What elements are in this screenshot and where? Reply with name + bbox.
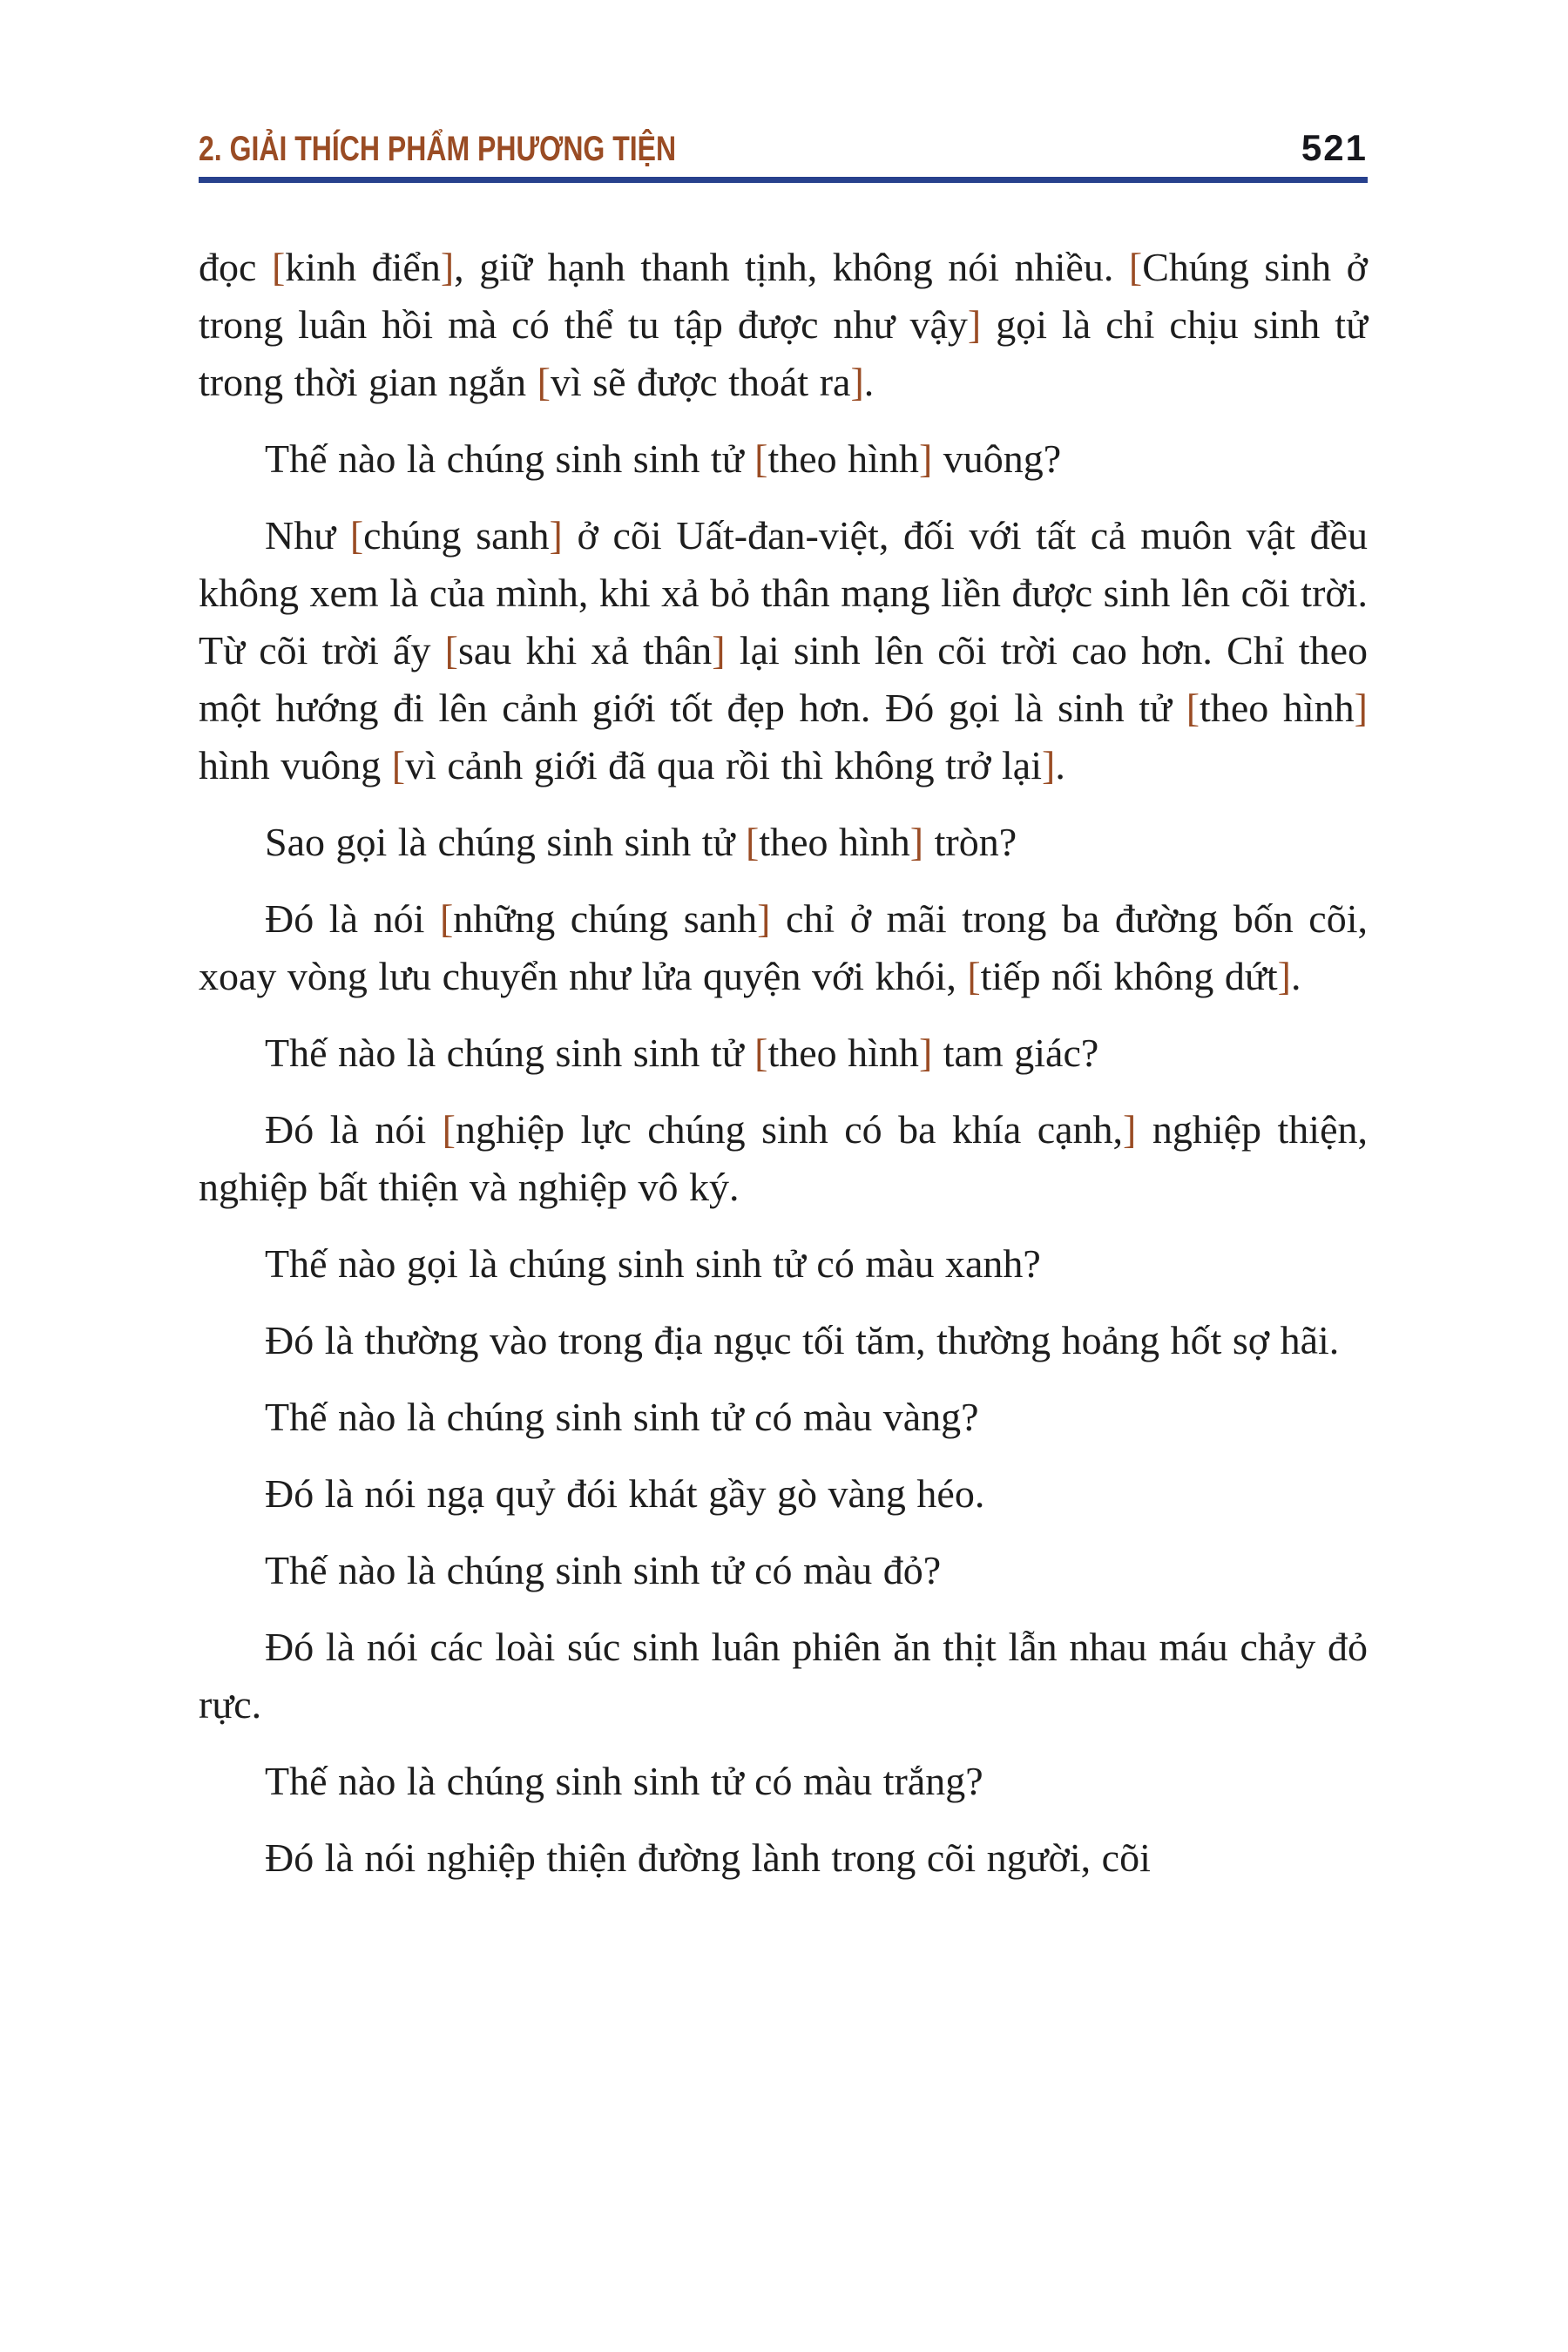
- text-run: Chúng sinh ở trong luân hồi mà có thể tu tập được như vậy: [199, 245, 1368, 347]
- bracket-mark: ]: [1354, 686, 1368, 730]
- text-run: Thế nào là chúng sinh sinh tử có màu đỏ?: [265, 1548, 942, 1592]
- text-run: Đó là nói: [265, 1107, 443, 1152]
- header-rule: [199, 177, 1368, 183]
- text-run: Thế nào là chúng sinh sinh tử có màu vàng?: [265, 1395, 979, 1439]
- text-run: chỉ ở mãi trong ba đường bốn cõi, xoay vòng lưu chuyển như lửa quyện với khói,: [199, 896, 1368, 998]
- paragraph: [199, 1619, 1368, 1734]
- chapter-title: 2. GIẢI THÍCH PHẨM PHƯƠNG TIỆN: [199, 130, 677, 168]
- text-run: gọi là chỉ chịu sinh tử trong thời gian ngắn: [199, 302, 1369, 404]
- bracket-mark: ]: [918, 436, 933, 481]
- text-run: Đó là nói: [265, 896, 440, 941]
- text-run: Đó là nói ngạ quỷ đói khát gầy gò vàng héo.: [265, 1471, 985, 1516]
- paragraph: [199, 1753, 1368, 1810]
- bracket-mark: [: [391, 743, 406, 787]
- text-run: Thế nào là chúng sinh sinh tử có màu trắng?: [265, 1759, 983, 1803]
- bracket-mark: ]: [967, 302, 982, 347]
- bracket-mark: [: [745, 820, 760, 864]
- text-run: .: [863, 360, 875, 404]
- text-run: theo hình: [767, 1031, 919, 1075]
- bracket-mark: [: [537, 360, 551, 404]
- bracket-mark: [: [1128, 245, 1143, 289]
- bracket-mark: ]: [712, 628, 726, 672]
- text-run: hình vuông: [199, 743, 392, 787]
- bracket-mark: [: [754, 1031, 768, 1075]
- text-run: lại sinh lên cõi trời cao hơn. Chỉ theo một hướng đi lên cảnh giới tốt đẹp hơn. Đó gọi là sinh tử: [199, 628, 1368, 730]
- paragraph: [199, 1235, 1368, 1293]
- text-run: , giữ hạnh thanh tịnh, không nói nhiều.: [454, 245, 1129, 289]
- text-run: nghiệp lực chúng sinh có ba khía cạnh,: [455, 1107, 1124, 1152]
- bracket-mark: [: [967, 954, 981, 998]
- bracket-mark: ]: [1277, 954, 1291, 998]
- bracket-mark: ]: [850, 360, 864, 404]
- paragraph: [199, 239, 1368, 411]
- text-run: kinh điển: [285, 245, 441, 289]
- text-run: ở cõi Uất-đan-việt, đối với tất cả muôn vật đều không xem là của mình, khi xả bỏ thân mạng liền được sinh lên cõi trời. Từ cõi trời ấy: [199, 513, 1368, 672]
- bracket-mark: [: [1186, 686, 1200, 730]
- text-run: Đó là nói nghiệp thiện đường lành trong cõi người, cõi: [265, 1835, 1151, 1880]
- text-run: theo hình: [767, 436, 919, 481]
- text-run: .: [1055, 743, 1065, 787]
- paragraph: [199, 1542, 1368, 1599]
- bracket-mark: [: [754, 436, 768, 481]
- paragraph: [199, 1312, 1368, 1369]
- text-run: vì cảnh giới đã qua rồi thì không trở lại: [405, 743, 1043, 787]
- page-header: [199, 129, 1368, 183]
- text-run: nghiệp thiện, nghiệp bất thiện và nghiệp vô ký.: [199, 1107, 1368, 1209]
- bracket-mark: ]: [549, 513, 563, 558]
- text-run: Như: [265, 513, 350, 558]
- paragraph: [199, 1389, 1368, 1446]
- text-run: Thế nào là chúng sinh sinh tử: [265, 1031, 755, 1075]
- text-run: sau khi xả thân: [457, 628, 713, 672]
- bracket-mark: ]: [909, 820, 924, 864]
- text-run: theo hình: [759, 820, 910, 864]
- bracket-mark: [: [444, 628, 458, 672]
- text-run: vuông?: [932, 436, 1062, 481]
- bracket-mark: ]: [1123, 1107, 1137, 1152]
- header-row: [199, 129, 1368, 177]
- paragraph: [199, 814, 1368, 871]
- text-run: vì sẽ được thoát ra: [550, 360, 851, 404]
- paragraph: [199, 507, 1368, 794]
- text-run: Đó là thường vào trong địa ngục tối tăm, thường hoảng hốt sợ hãi.: [265, 1318, 1340, 1362]
- text-run: tam giác?: [932, 1031, 1099, 1075]
- text-run: Thế nào là chúng sinh sinh tử: [265, 436, 755, 481]
- paragraph: [199, 430, 1368, 488]
- text-run: Thế nào gọi là chúng sinh sinh tử có màu xanh?: [265, 1241, 1041, 1286]
- text-run: những chúng sanh: [453, 896, 758, 941]
- bracket-mark: ]: [918, 1031, 933, 1075]
- page-body: [199, 239, 1368, 1887]
- paragraph: [199, 1024, 1368, 1082]
- paragraph: [199, 1829, 1368, 1887]
- bracket-mark: ]: [440, 245, 455, 289]
- bracket-mark: [: [349, 513, 364, 558]
- bracket-mark: [: [439, 896, 454, 941]
- text-run: tròn?: [923, 820, 1017, 864]
- text-run: đọc: [199, 245, 272, 289]
- text-run: .: [1290, 954, 1301, 998]
- text-run: tiếp nối không dứt: [980, 954, 1278, 998]
- paragraph: [199, 1465, 1368, 1523]
- bracket-mark: [: [442, 1107, 456, 1152]
- page-number: 521: [1301, 127, 1368, 168]
- paragraph: [199, 890, 1368, 1005]
- paragraph: [199, 1101, 1368, 1216]
- bracket-mark: ]: [757, 896, 771, 941]
- text-run: Sao gọi là chúng sinh sinh tử: [265, 820, 746, 864]
- bracket-mark: ]: [1042, 743, 1056, 787]
- text-run: chúng sanh: [363, 513, 550, 558]
- text-run: theo hình: [1200, 686, 1355, 730]
- text-run: Đó là nói các loài súc sinh luân phiên ăn thịt lẫn nhau máu chảy đỏ rực.: [199, 1625, 1368, 1727]
- bracket-mark: [: [271, 245, 286, 289]
